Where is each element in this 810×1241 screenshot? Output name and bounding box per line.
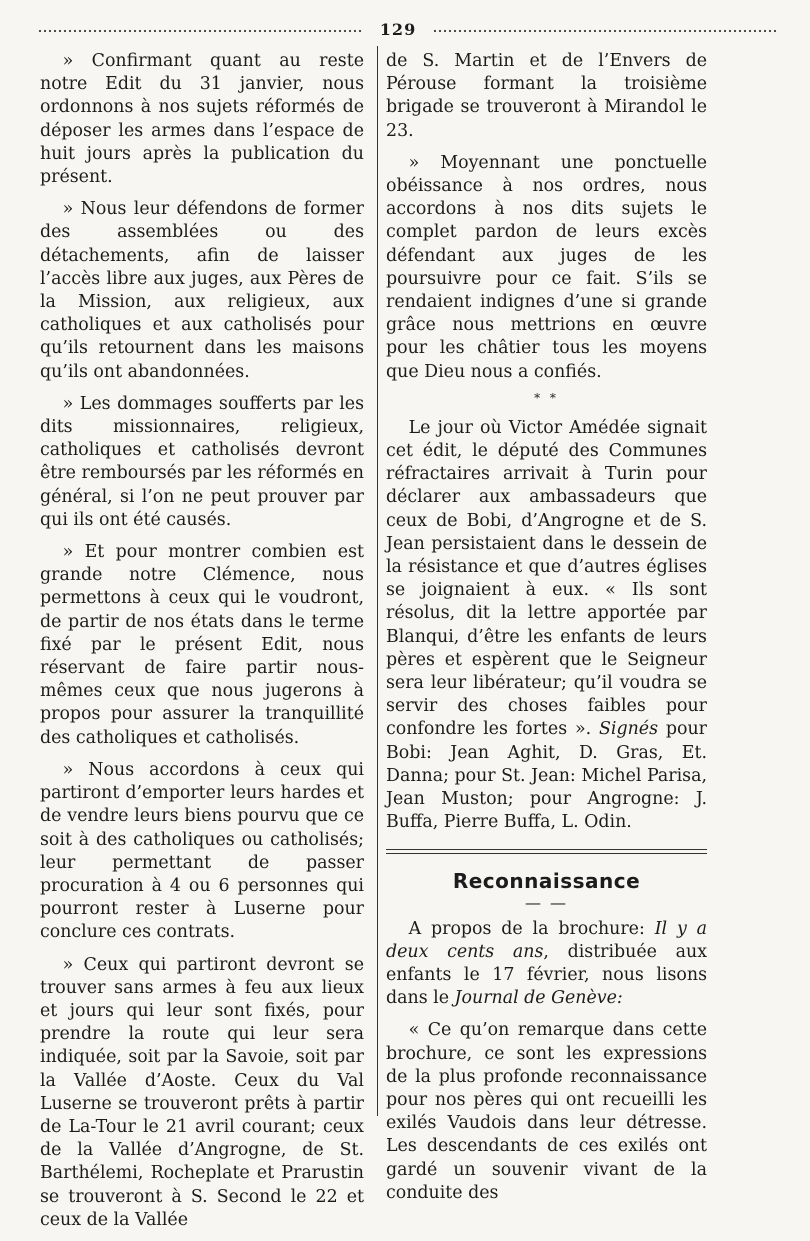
page-number: 129	[379, 20, 417, 39]
column-divider	[377, 46, 378, 1116]
paragraph: » Confirmant quant au reste notre Edit du 31 janvier, nous ordonnons à nos sujets réformés de déposer les armes dans l’espace de huit jours après la publication du présent.	[40, 51, 364, 188]
paragraph: » Nous accordons à ceux qui partiront d’emporter leurs hardes et de vendre leurs biens pourvu que ce soit à des catholiques ou catholisés; leur permettant de passer procuration à 4 ou 6 personnes qui pourront rester à Luserne pour conclure ces contrats.	[40, 759, 364, 943]
paragraph: « Ce qu’on remarque dans cette brochure, ce sont les expressions de la plus profonde reconnaissance pour nos pères qui ont recueilli les exilés Vaudois dans leur détresse. Les descendants de ces exilés ont gardé un souvenir vivant de la conduite des	[386, 1020, 707, 1203]
text-run: A propos de la brochure:	[408, 918, 655, 939]
paragraph-continuation: de S. Martin et de l’Envers de Pérouse formant la troisième brigade se trouveront à Mirandol le 23.	[386, 51, 707, 141]
signatories: pour Bobi: Jean Aghit, D. Gras, Et. Danna; pour St. Jean: Michel Parisa, Jean Muston; pour Angrogne: J. Buffa, Pierre Buffa, L. Odin.	[386, 719, 707, 833]
signed-label: Signés	[599, 719, 659, 740]
title-dash: — —	[524, 892, 569, 912]
left-column	[40, 50, 364, 1241]
header-ornament-left	[38, 29, 363, 33]
journal-title: Journal de Genève:	[454, 988, 623, 1009]
paragraph: » Moyennant une ponctuelle obéissance à nos ordres, nous accordons à nos dits sujets le complet pardon de leurs excès défendant aux juges de les poursuivre pour ce fait. S’ils se rendaient indignes d’une si grande grâce nous mettrions en œuvre pour les châtier tous les moyens que Dieu nous a confiés.	[386, 152, 707, 382]
paragraph-text: Le jour où Victor Amédée signait cet édit, le député des Communes réfractaires arrivait à Turin pour déclarer aux ambassadeurs que ceux de Bobi, d’Angrogne et de S. Jean persistaient dans le dessein de la résistance et que d’autres églises se joignaient à eux. « Ils sont résolus, dit la lettre apportée par Blanqui, d’être les enfants de leurs pères et espèrent que le Seigneur sera leur libérateur; qu’il voudra se servir des choses faibles pour confondre les fortes ».	[386, 417, 707, 740]
paragraph: » Nous leur défendons de former des assemblées ou des détachements, afin de laisser l’accès libre aux juges, aux Pères de la Mission, aux religieux, aux catholiques et aux catholisés pour qu’ils retournent dans les maisons qu’ils ont abandonnées.	[40, 199, 364, 382]
text-run: , distribuée aux enfants le 17 février, nous lisons dans le	[386, 941, 707, 1009]
paragraph	[386, 918, 707, 1011]
header-ornament-right	[433, 29, 776, 33]
paragraph: » Ceux qui partiront devront se trouver sans armes à feu aux lieux et jours qui leur sont fixés, pour prendre la route qui leur sera indiquée, soit par la Savoie, soit par la Vallée d’Aoste. Ceux du Val Luserne se trouveront prêts à partir de La-Tour le 21 avril courant; ceux de la Vallée d’Angrogne, de St. Barthélemi, Rocheplate et Prarustin se trouveront à S. Second le 22 et ceux de la Vallée	[40, 954, 364, 1230]
right-column	[386, 50, 707, 1214]
page-header	[38, 20, 776, 42]
asterism-separator: * *	[534, 390, 559, 405]
paragraph: » Les dommages soufferts par les dits missionnaires, religieux, catholiques et catholisés devront être remboursés par les réformés en général, si l’on ne peut prouver par qui ils ont été causés.	[40, 393, 364, 530]
paragraph: » Et pour montrer combien est grande notre Clémence, nous permettons à ceux qui le voudront, de partir de nos états dans le terme fixé par le présent Edit, nous réservant de faire partir nous-mêmes ceux que nous jugerons à propos pour assurer la tranquillité des catholiques et catholisés.	[40, 542, 364, 748]
paragraph	[386, 417, 707, 835]
section-title: Reconnaissance	[452, 868, 641, 893]
brochure-title: Il y a deux cents ans	[386, 918, 707, 962]
section-rule	[386, 849, 707, 854]
